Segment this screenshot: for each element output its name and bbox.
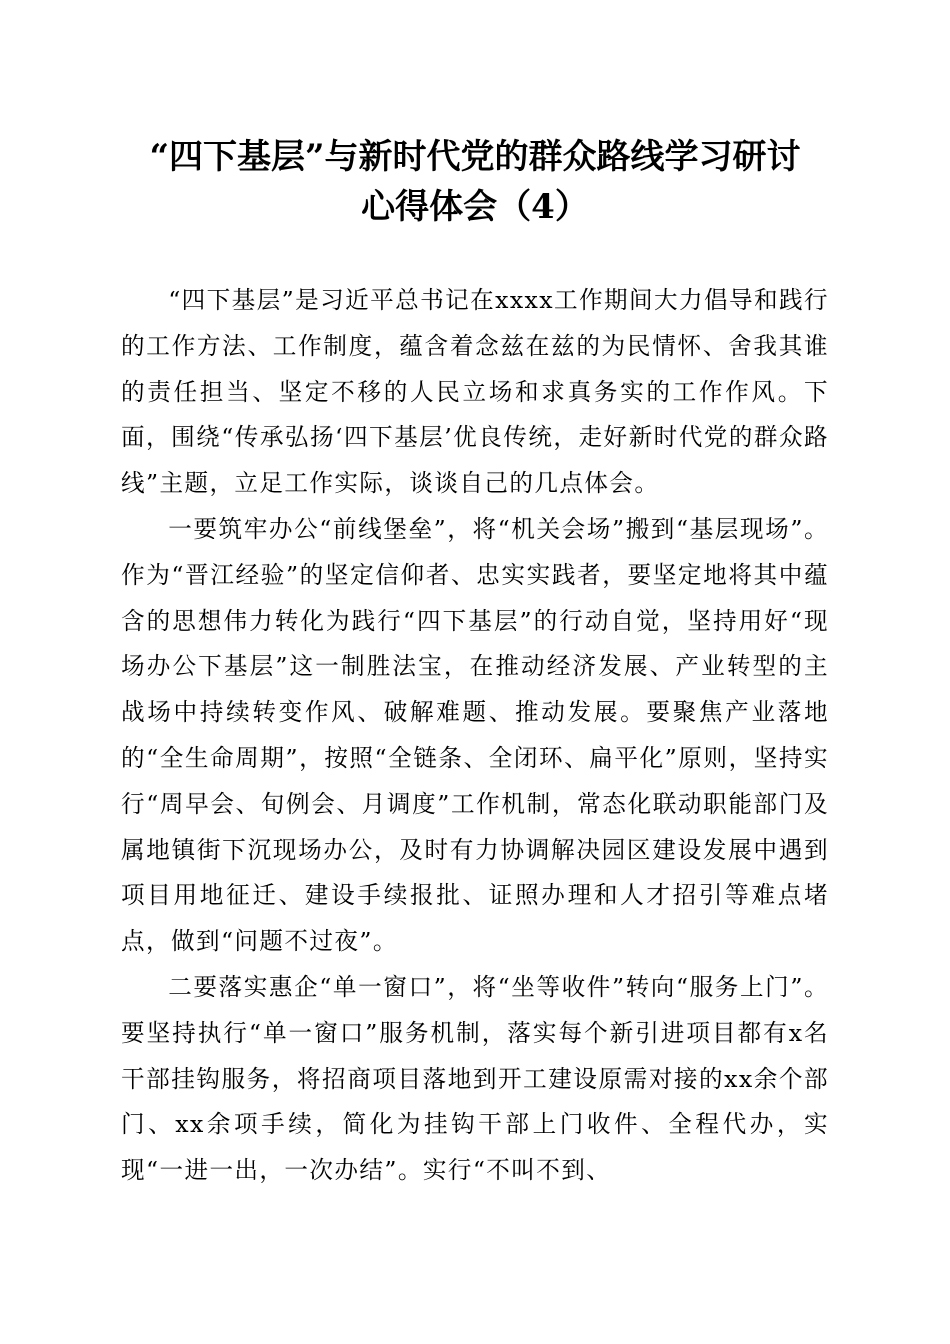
document-body [121,278,829,1194]
paragraph-intro: “四下基层”是习近平总书记在xxxx工作期间大力倡导和践行的工作方法、工作制度，蕴含着念兹在兹的为民情怀、舍我其谁的责任担当、坚定不移的人民立场和求真务实的工作作风。下面，围绕“传承弘扬‘四下基层’优良传统，走好新时代党的群众路线”主题，立足工作实际，谈谈自己的几点体会。 [121,286,829,498]
document-title [120,132,830,232]
paragraph-point-2: 二要落实惠企“单一窗口”，将“坐等收件”转向“服务上门”。要坚持执行“单一窗口”服务机制，落实每个新引进项目都有x名干部挂钩服务，将招商项目落地到开工建设原需对接的xx余个部门、xx余项手续，简化为挂钩干部上门收件、全程代办，实现“一进一出，一次办结”。实行“不叫不到、 [121,972,829,1185]
title-line-1: “四下基层”与新时代党的群众路线学习研讨 [149,137,801,177]
paragraph-point-1: 一要筑牢办公“前线堡垒”，将“机关会场”搬到“基层现场”。作为“晋江经验”的坚定信仰者、忠实实践者，要坚定地将其中蕴含的思想伟力转化为践行“四下基层”的行动自觉，坚持用好“现场办公下基层”这一制胜法宝，在推动经济发展、产业转型的主战场中持续转变作风、破解难题、推动发展。要聚焦产业落地的“全生命周期”，按照“全链条、全闭环、扁平化”原则，坚持实行“周早会、旬例会、月调度”工作机制，常态化联动职能部门及属地镇街下沉现场办公，及时有力协调解决园区建设发展中遇到项目用地征迁、建设手续报批、证照办理和人才招引等难点堵点，做到“问题不过夜”。 [121,514,829,956]
title-line-2: 心得体会（4） [361,187,589,227]
